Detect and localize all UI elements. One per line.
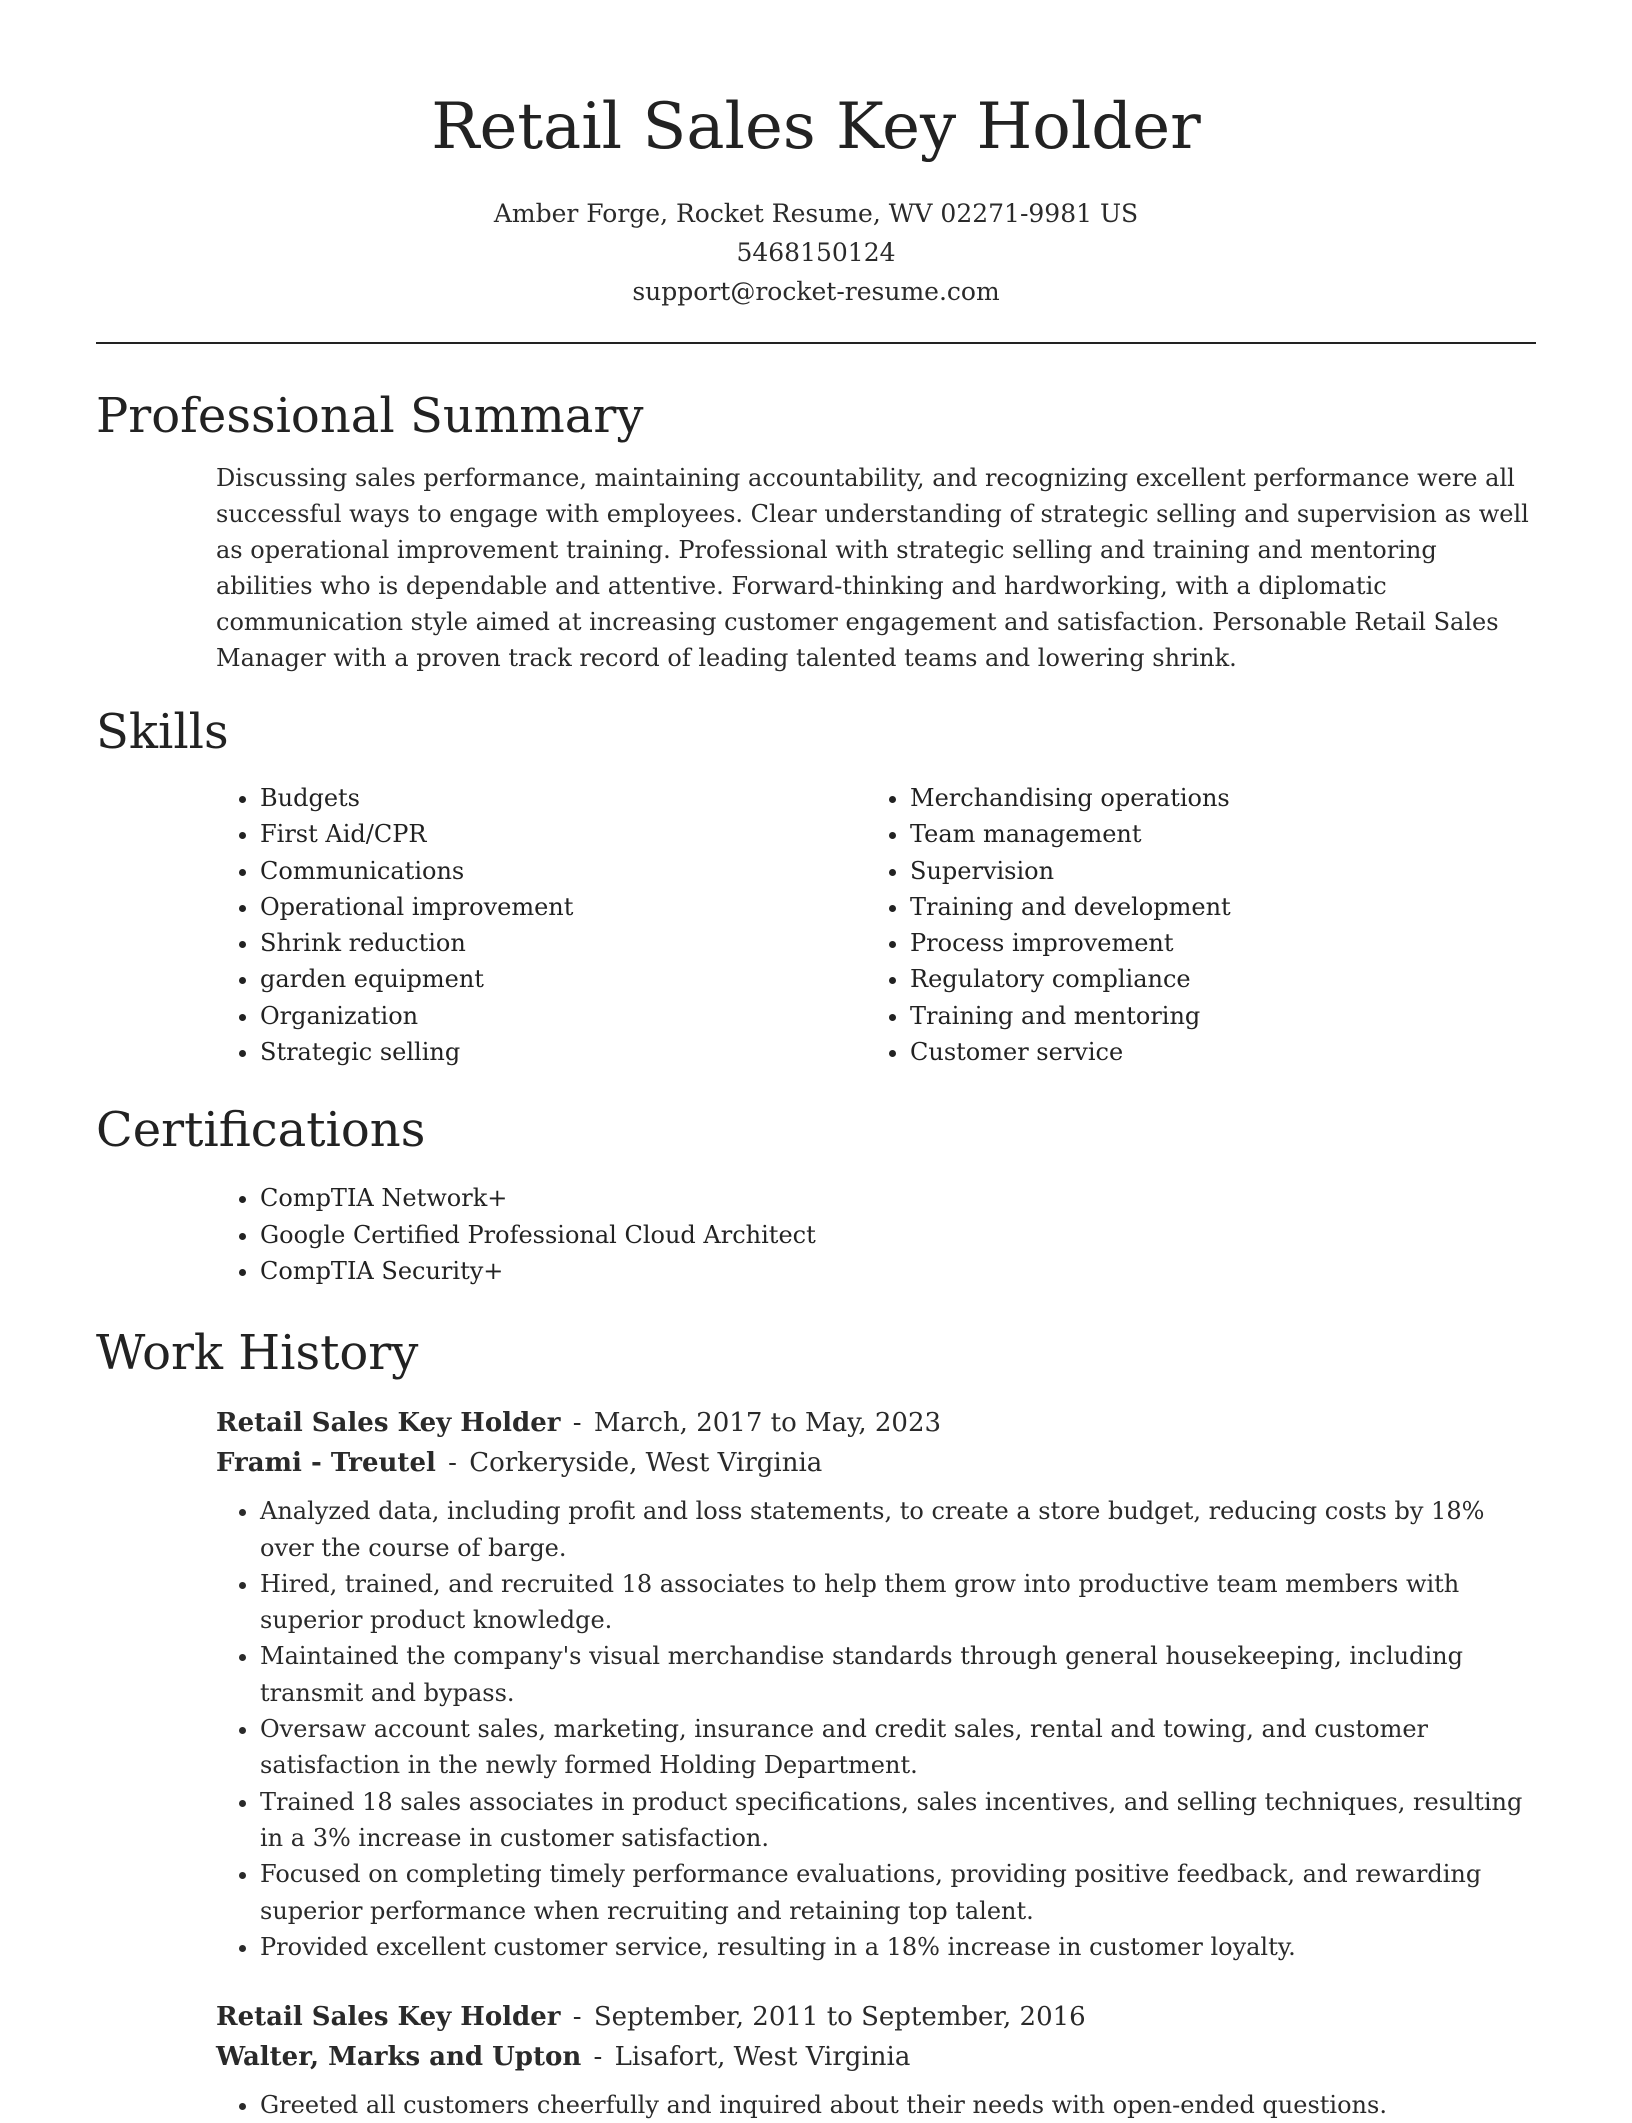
separator: - (585, 2042, 611, 2073)
job-company: Walter, Marks and Upton (216, 2042, 582, 2073)
duty-item: • Provided excellent customer service, resulting in a 18% increase in customer loyalty. (260, 1929, 1536, 1965)
work-history-heading: Work History (96, 1325, 419, 1382)
skill-item: • First Aid/CPR (260, 816, 745, 852)
summary-heading: Professional Summary (96, 388, 644, 444)
certifications-heading: Certifications (96, 1102, 426, 1159)
job-location: Lisafort, West Virginia (614, 2042, 911, 2073)
skills-column-right (745, 780, 1410, 1070)
resume-header (96, 0, 1536, 311)
skills-heading: Skills (96, 704, 229, 760)
contact-address: Amber Forge, Rocket Resume, WV 02271-9981 US (493, 199, 1139, 228)
job-entry (216, 1403, 1536, 1965)
resume-page (96, 0, 1536, 2123)
skill-item: • Training and development (910, 889, 1410, 925)
contact-email: support@rocket-resume.com (632, 277, 1000, 306)
skill-item: • Training and mentoring (910, 998, 1410, 1034)
skills-column-left (96, 780, 745, 1070)
job-title-line (216, 1403, 1536, 1443)
separator: - (439, 1448, 466, 1479)
skill-item: • Merchandising operations (910, 780, 1410, 816)
duty-item: • Greeted all customers cheerfully and inquired about their needs with open-ended questions. (260, 2087, 1536, 2123)
job-role: Retail Sales Key Holder (216, 1408, 561, 1439)
certification-item: • CompTIA Network+ (260, 1180, 1536, 1216)
skill-item: • Customer service (910, 1034, 1410, 1070)
certification-item: • Google Certified Professional Cloud Architect (260, 1217, 1536, 1253)
certifications-list (96, 1180, 1536, 1289)
job-dates: September, 2011 to September, 2016 (593, 2002, 1086, 2033)
job-duties-list (216, 1493, 1536, 1965)
contact-block (96, 194, 1536, 311)
skill-item: • Team management (910, 816, 1410, 852)
duty-item: • Oversaw account sales, marketing, insurance and credit sales, rental and towing, and customer satisfaction in the newly formed Holding Department. (260, 1711, 1536, 1784)
header-divider (96, 342, 1536, 344)
duty-item: • Analyzed data, including profit and loss statements, to create a store budget, reducing costs by 18% over the course of barge. (260, 1493, 1536, 1566)
skill-item: • Strategic selling (260, 1034, 745, 1070)
duty-item: • Trained 18 sales associates in product specifications, sales incentives, and selling techniques, resulting in a 3% increase in customer satisfaction. (260, 1784, 1536, 1857)
skill-item: • garden equipment (260, 961, 745, 997)
job-role: Retail Sales Key Holder (216, 2002, 561, 2033)
separator: - (564, 1408, 590, 1439)
skill-item: • Supervision (910, 853, 1410, 889)
skill-item: • Regulatory compliance (910, 961, 1410, 997)
duty-item: • Maintained the company's visual merchandise standards through general housekeeping, including transmit and bypass. (260, 1638, 1536, 1711)
skill-item: • Shrink reduction (260, 925, 745, 961)
skill-item: • Process improvement (910, 925, 1410, 961)
job-company-line (216, 2037, 1536, 2077)
job-location: Corkeryside, West Virginia (469, 1448, 823, 1479)
contact-phone: 5468150124 (736, 238, 896, 267)
summary-paragraph: Discussing sales performance, maintaining accountability, and recognizing excellent performance were all successful ways to engage with employees. Clear understanding of strategic selling and supervision as well as operational improvement training. Professional with strategic selling and training and mentoring abilities who is dependable and attentive. Forward-thinking and hardworking, with a diplomatic communication style aimed at increasing customer engagement and satisfaction. Personable Retail Sales Manager with a proven track record of leading talented teams and lowering shrink. (216, 464, 1529, 672)
page-title: Retail Sales Key Holder (431, 90, 1201, 164)
job-duties-list (216, 2087, 1536, 2123)
skill-item: • Organization (260, 998, 745, 1034)
certification-item: • CompTIA Security+ (260, 1253, 1536, 1289)
job-company: Frami - Treutel (216, 1448, 436, 1479)
skill-item: • Budgets (260, 780, 745, 816)
duty-item: • Focused on completing timely performance evaluations, providing positive feedback, and rewarding superior performance when recruiting and retaining top talent. (260, 1856, 1536, 1929)
separator: - (564, 2002, 590, 2033)
skills-list (96, 780, 1536, 1070)
job-company-line (216, 1443, 1536, 1483)
job-entry (216, 1997, 1536, 2123)
job-dates: March, 2017 to May, 2023 (593, 1408, 942, 1439)
job-title-line (216, 1997, 1536, 2037)
skill-item: • Communications (260, 853, 745, 889)
duty-item: • Hired, trained, and recruited 18 associates to help them grow into productive team members with superior product knowledge. (260, 1566, 1536, 1639)
skill-item: • Operational improvement (260, 889, 745, 925)
